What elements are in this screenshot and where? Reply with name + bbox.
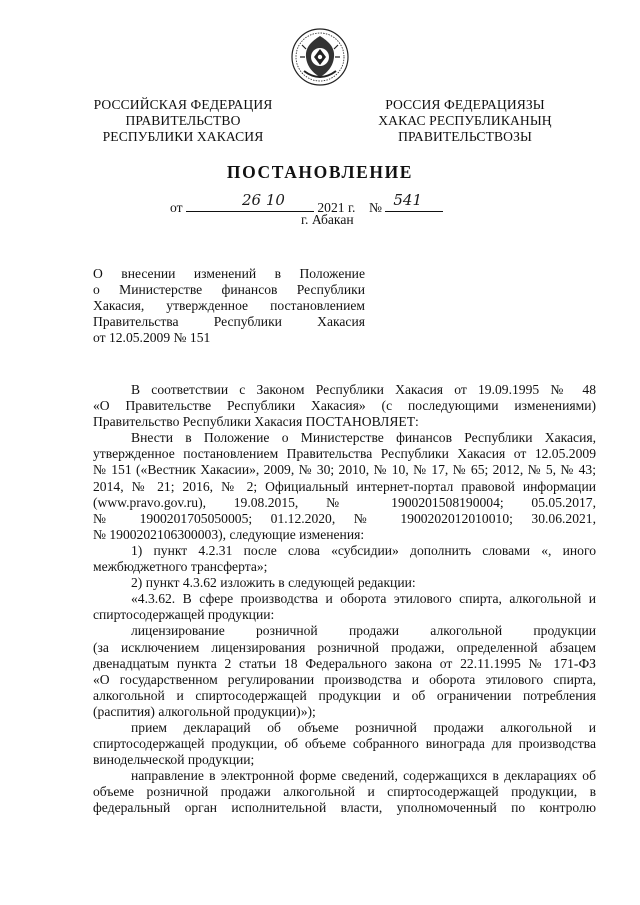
body-text-line: Правительство Республики Хакасия ПОСТАНОВЛЯЕТ: (93, 414, 419, 430)
body-text-line: лицензирование розничной продажи алкогольной продукции (131, 623, 596, 639)
date-field (186, 191, 314, 212)
body-text-line: № 1900201705050005; 01.12.2020, № 1900202012010010; 30.06.2021, (93, 510, 596, 526)
body-text-line: двенадцатым пункта 2 статьи 18 Федерального закона от 22.11.1995 № 171-ФЗ (93, 655, 596, 671)
document-title: ПОСТАНОВЛЕНИЕ (226, 162, 414, 182)
body-text-line: спиртосодержащей продукции, об объеме собранного винограда для производства (93, 736, 596, 752)
body-text-line: В соответствии с Законом Республики Хакасия от 19.09.1995 № 48 (131, 382, 596, 397)
coat-of-arms-emblem (290, 27, 350, 87)
body-text-line: федеральный орган исполнительной власти, уполномоченный по контролю (93, 800, 596, 816)
body-text-line: (www.pravo.gov.ru), 19.08.2015, № 1900201508190004; 05.05.2017, (93, 494, 596, 510)
header-left-line: РЕСПУБЛИКИ ХАКАСИЯ (102, 129, 264, 144)
subject-line: О внесении изменений в Положение (93, 266, 365, 281)
body-text-line: объеме розничной продажи алкогольной и спиртосодержащей продукции, в (93, 784, 596, 800)
body-text-line: «4.3.62. В сфере производства и оборота этилового спирта, алкогольной и (131, 591, 596, 607)
body-text-line: (за исключением лицензирования розничной продажи, определенной абзацем (93, 639, 596, 655)
body-text-line: 2) пункт 4.3.62 изложить в следующей редакции: (131, 575, 416, 591)
number-field (385, 191, 443, 212)
subject-line: Правительства Республики Хакасия (93, 314, 365, 329)
body-text-line: утвержденное постановлением Правительства Республики Хакасия от 12.05.2009 (93, 446, 596, 462)
body-text-line: «О Правительстве Республики Хакасия» (с последующими изменениями) (93, 398, 596, 414)
handwritten-number: 541 (393, 191, 423, 209)
city-label: г. Абакан (301, 212, 354, 227)
body-text-line: направление в электронной форме сведений, содержащихся в декларациях об (131, 768, 596, 784)
subject-line: Хакасия, утвержденное постановлением (93, 298, 365, 313)
body-text-line: алкогольной и спиртосодержащей продукции и об ограничении потребления (93, 687, 596, 703)
body-text-line: винодельческой продукции; (93, 752, 255, 768)
body-text-line: 2014, № 21; 2016, № 2; Официальный интернет-портал правовой информации (93, 478, 596, 494)
subject-line: о Министерстве финансов Республики (93, 282, 365, 297)
handwritten-date: 26 10 (241, 191, 285, 209)
number-label: № (369, 200, 382, 215)
body-text-line: (распития) алкогольной продукции)»); (93, 703, 316, 719)
subject-line: от 12.05.2009 № 151 (93, 330, 211, 345)
body-text-line: 1) пункт 4.2.31 после слова «субсидии» дополнить словами «, иного (131, 542, 596, 558)
body-text-line: № 1900202106300003), следующие изменения: (93, 526, 365, 542)
header-right-line: ПРАВИТЕЛЬСТВОЗЫ (398, 129, 532, 144)
body-text-line: № 151 («Вестник Хакасии», 2009, № 30; 2010, № 10, № 17, № 65; 2012, № 5, № 43; (93, 462, 596, 478)
header-left-line: РОССИЙСКАЯ ФЕДЕРАЦИЯ (93, 97, 273, 112)
date-from-label: от (170, 200, 183, 215)
subject-block (93, 266, 365, 346)
header-right-block (370, 97, 560, 145)
year-label: 2021 г. (317, 200, 356, 215)
body-text-line: прием деклараций об объеме розничной продажи алкогольной и (131, 719, 596, 735)
body-text-line: межбюджетного трансферта»; (93, 559, 268, 575)
header-right-line: ХАКАС РЕСПУБЛИКАНЫҢ (378, 113, 552, 128)
document-body (93, 382, 596, 817)
header-left-line: ПРАВИТЕЛЬСТВО (125, 113, 241, 128)
body-text-line: Внести в Положение о Министерстве финансов Республики Хакасия, (131, 430, 596, 446)
header-left-block (88, 97, 278, 145)
body-text-line: «О государственном регулировании производства и оборота этилового спирта, (93, 671, 596, 687)
header-right-line: РОССИЯ ФЕДЕРАЦИЯЗЫ (385, 97, 545, 112)
body-text-line: спиртосодержащей продукции: (93, 607, 275, 623)
